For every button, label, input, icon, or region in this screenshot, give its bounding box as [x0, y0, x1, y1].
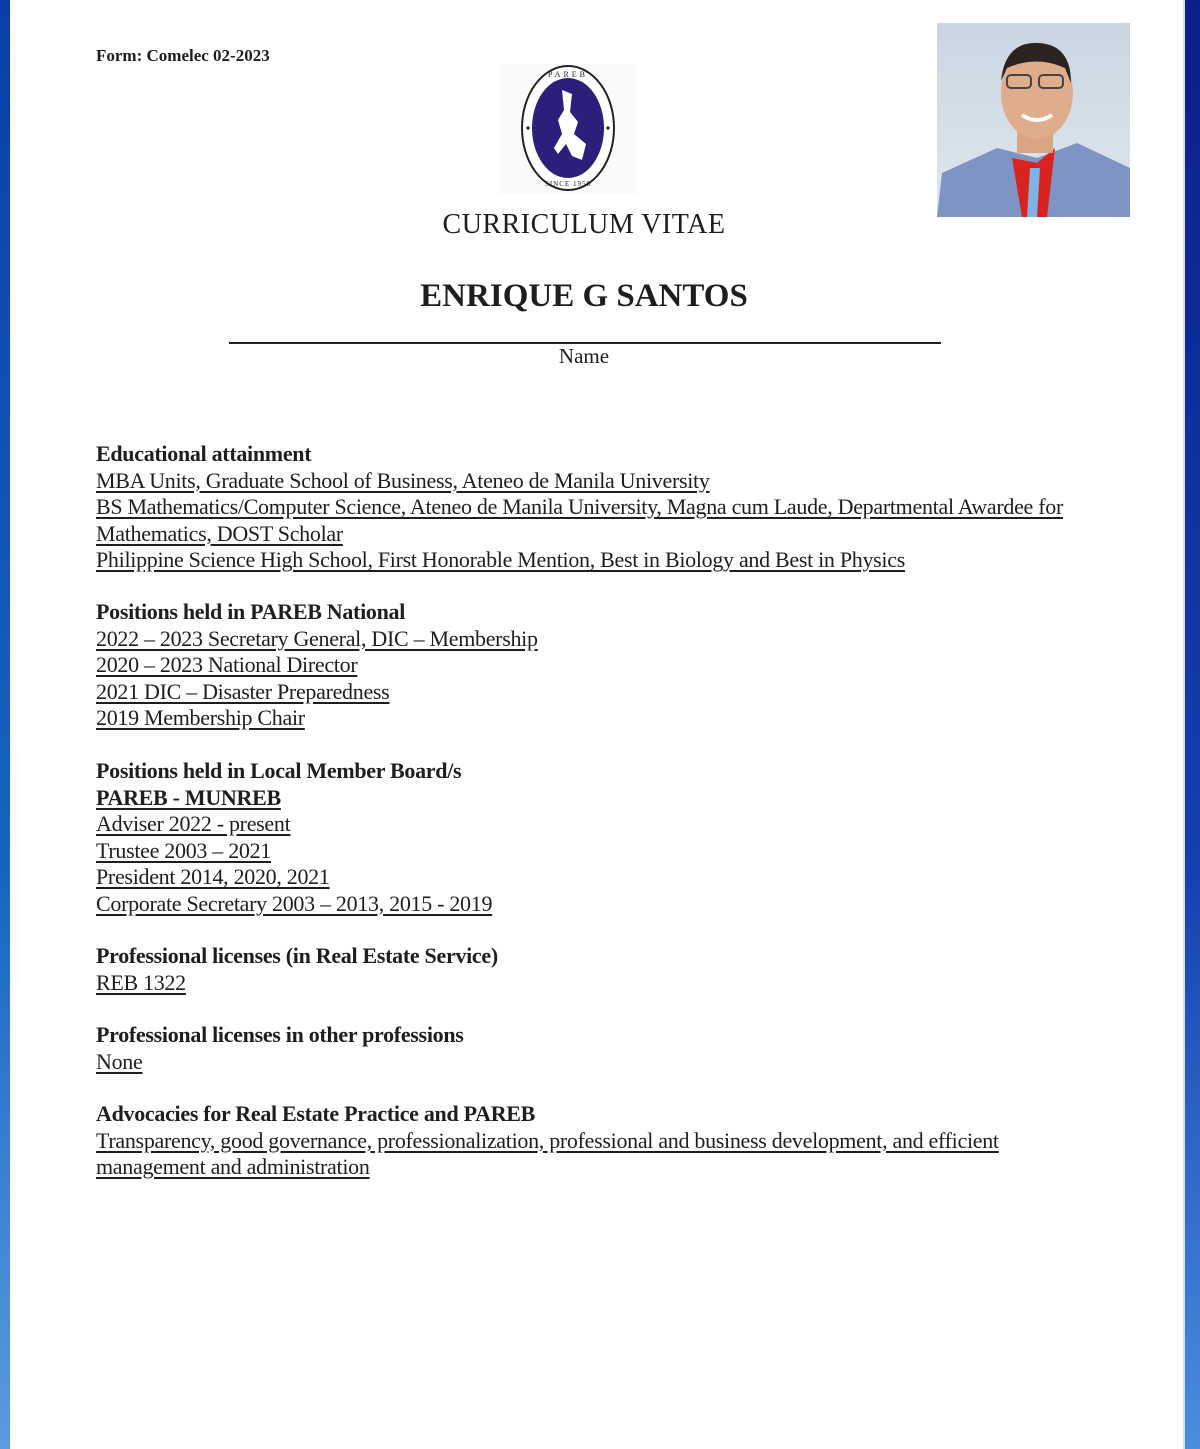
list-item: REB 1322	[96, 969, 186, 995]
section-education	[96, 441, 1081, 574]
list-item: None	[96, 1048, 143, 1074]
list-item: 2020 – 2023 National Director	[96, 652, 358, 677]
pareb-logo	[500, 64, 636, 194]
list-item: Trustee 2003 – 2021	[96, 837, 271, 863]
candidate-photo	[937, 23, 1130, 217]
list-item: Adviser 2022 - present	[96, 811, 291, 836]
section-heading: Positions held in Local Member Board/s	[96, 758, 462, 783]
section-other-licenses	[96, 1022, 1081, 1075]
list-item: Corporate Secretary 2003 – 2013, 2015 - 2019	[96, 890, 493, 916]
svg-text:SINCE 1958: SINCE 1958	[545, 180, 591, 188]
section-local-board	[96, 758, 1081, 917]
window-border-right	[1183, 0, 1200, 1449]
list-item: President 2014, 2020, 2021	[96, 864, 330, 889]
list-item: 2019 Membership Chair	[96, 705, 305, 730]
list-item: 2021 DIC – Disaster Preparedness	[96, 678, 390, 704]
section-heading: Professional licenses (in Real Estate Service)	[96, 943, 498, 968]
list-item: Transparency, good governance, professionalization, professional and business development, and efficient management and administration	[96, 1127, 999, 1179]
section-heading: Positions held in PAREB National	[96, 599, 406, 624]
candidate-name: ENRIQUE G SANTOS	[420, 278, 748, 314]
form-code: Form: Comelec 02-2023	[96, 46, 270, 65]
list-item: MBA Units, Graduate School of Business, Ateneo de Manila University	[96, 467, 710, 493]
section-pareb-national	[96, 599, 1081, 732]
name-label: Name	[558, 344, 610, 368]
list-item: Philippine Science High School, First Honorable Mention, Best in Biology and Best in Physics	[96, 547, 905, 572]
section-re-licenses	[96, 943, 1081, 996]
list-item: 2022 – 2023 Secretary General, DIC – Membership	[96, 625, 538, 651]
board-name: PAREB - MUNREB	[96, 784, 281, 810]
list-item: BS Mathematics/Computer Science, Ateneo de Manila University, Magna cum Laude, Departmental Awardee for Mathematics, DOST Scholar	[96, 494, 1063, 546]
svg-text:PAREB: PAREB	[547, 70, 589, 79]
section-heading: Professional licenses in other professions	[96, 1022, 464, 1047]
section-heading: Educational attainment	[96, 441, 312, 466]
section-heading: Advocacies for Real Estate Practice and PAREB	[96, 1101, 536, 1126]
section-advocacies	[96, 1101, 1081, 1181]
document-title: CURRICULUM VITAE	[442, 209, 726, 240]
